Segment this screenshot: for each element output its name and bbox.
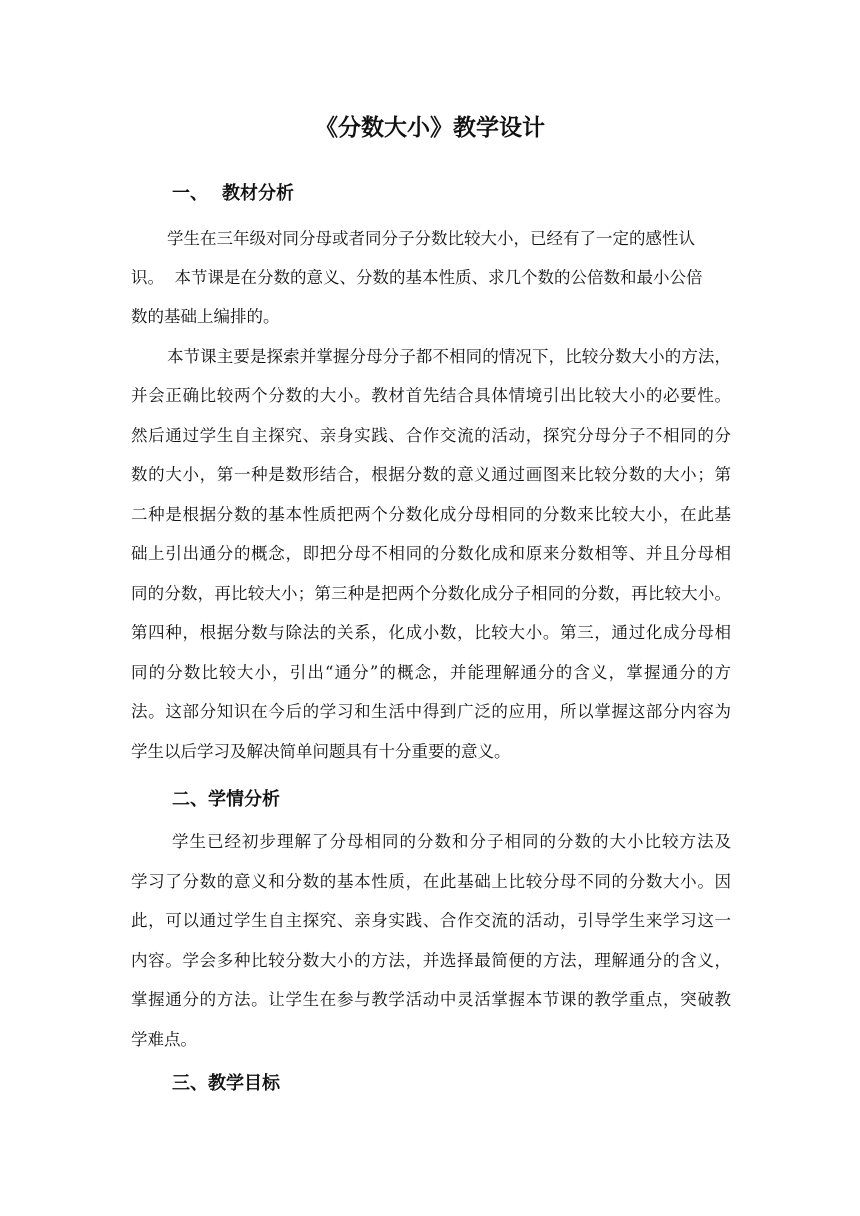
paragraph-line: 同的分数，再比较大小；第三种是把两个分数化成分子相同的分数，再比较大小。 xyxy=(131,584,731,603)
paragraph-line: 学生已经初步理解了分母相同的分数和分子相同的分数的大小比较方法及 xyxy=(172,832,731,851)
paragraph-line: 数的大小，第一种是数形结合，根据分数的意义通过画图来比较分数的大小；第 xyxy=(131,465,731,484)
section-heading-label: 教材分析 xyxy=(222,183,294,204)
section-number: 一、 xyxy=(172,183,208,204)
paragraph-line: 识。 本节课是在分数的意义、分数的基本性质、求几个数的公倍数和最小公倍 xyxy=(131,268,703,287)
paragraph-line: 内容。学会多种比较分数大小的方法，并选择最简便的方法，理解通分的含义， xyxy=(131,951,731,970)
paragraph-line: 第四种，根据分数与除法的关系，化成小数，比较大小。第三，通过化成分母相 xyxy=(131,623,731,642)
section-heading-teaching-objectives: 三、教学目标 xyxy=(172,1073,280,1094)
section-heading-textbook-analysis xyxy=(172,181,294,207)
paragraph-line: 学生以后学习及解决简单问题具有十分重要的意义。 xyxy=(131,742,511,761)
paragraph-line: 二种是根据分数的基本性质把两个分数化成分母相同的分数来比较大小，在此基 xyxy=(131,505,731,524)
paragraph-line: 学习了分数的意义和分数的基本性质，在此基础上比较分母不同的分数大小。因 xyxy=(131,872,731,891)
paragraph-line: 础上引出通分的概念，即把分母不相同的分数化成和原来分数相等、并且分母相 xyxy=(131,544,731,563)
paragraph-line: 并会正确比较两个分数的大小。教材首先结合具体情境引出比较大小的必要性。 xyxy=(131,386,731,405)
paragraph-line: 学生在三年级对同分母或者同分子分数比较大小，已经有了一定的感性认 xyxy=(167,229,695,248)
paragraph-line: 数的基础上编排的。 xyxy=(131,307,280,326)
paragraph-line: 本节课主要是探索并掌握分母分子都不相同的情况下，比较分数大小的方法， xyxy=(167,347,731,366)
paragraph-line: 掌握通分的方法。让学生在参与教学活动中灵活掌握本节课的教学重点，突破教 xyxy=(131,990,731,1009)
paragraph-line: 此，可以通过学生自主探究、亲身实践、合作交流的活动，引导学生来学习这一 xyxy=(131,911,731,930)
paragraph-line: 法。这部分知识在今后的学习和生活中得到广泛的应用，所以掌握这部分内容为 xyxy=(131,702,731,721)
paragraph-line: 同的分数比较大小，引出“通分”的概念，并能理解通分的含义，掌握通分的方 xyxy=(131,663,731,682)
document-title: 《分数大小》教学设计 xyxy=(315,115,545,141)
paragraph-line: 学难点。 xyxy=(131,1030,197,1049)
paragraph-line: 然后通过学生自主探究、亲身实践、合作交流的活动，探究分母分子不相同的分 xyxy=(131,426,731,445)
section-heading-learner-analysis: 二、学情分析 xyxy=(172,789,280,810)
